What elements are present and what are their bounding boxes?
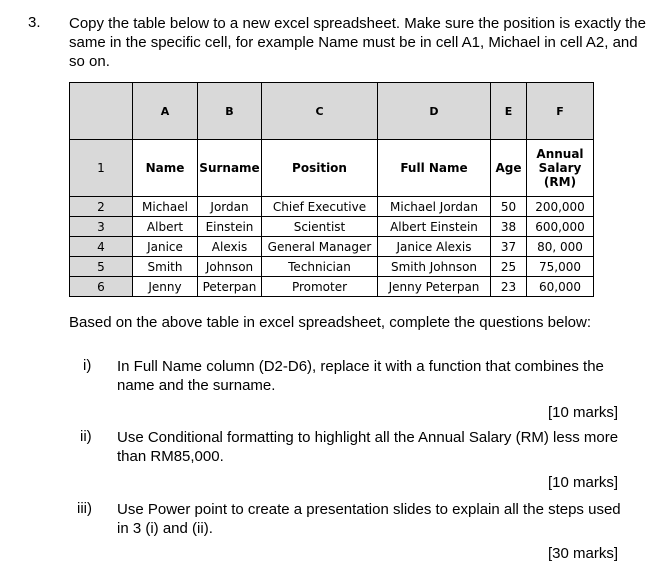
table-row bbox=[70, 277, 594, 297]
instructions-text: Based on the above table in excel spreadsheet, complete the questions below: bbox=[69, 314, 592, 331]
cell-name: Janice bbox=[133, 237, 198, 257]
header-salary: Annual Salary (RM) bbox=[527, 140, 594, 197]
header-age: Age bbox=[491, 140, 527, 197]
cell-age: 50 bbox=[491, 197, 527, 217]
subquestion-text: In Full Name column (D2-D6), replace it with a function that combines the name and the surname. bbox=[117, 358, 604, 394]
cell-name: Smith bbox=[133, 257, 198, 277]
cell-position: Promoter bbox=[262, 277, 378, 297]
header-name: Name bbox=[133, 140, 198, 197]
cell-surname: Einstein bbox=[198, 217, 262, 237]
cell-name: Jenny bbox=[133, 277, 198, 297]
cell-surname: Peterpan bbox=[198, 277, 262, 297]
column-header-d: D bbox=[378, 83, 491, 140]
subquestion-label: iii) bbox=[77, 500, 92, 517]
table-row bbox=[70, 140, 594, 197]
header-full-name: Full Name bbox=[378, 140, 491, 197]
header-position: Position bbox=[262, 140, 378, 197]
cell-name: Michael bbox=[133, 197, 198, 217]
column-header-row bbox=[70, 83, 594, 140]
table-row bbox=[70, 237, 594, 257]
cell-full-name: Smith Johnson bbox=[378, 257, 491, 277]
cell-salary: 75,000 bbox=[527, 257, 594, 277]
column-header-e: E bbox=[491, 83, 527, 140]
cell-age: 25 bbox=[491, 257, 527, 277]
subquestion-marks: [30 marks] bbox=[547, 545, 618, 562]
cell-salary: 80, 000 bbox=[527, 237, 594, 257]
table-row bbox=[70, 217, 594, 237]
column-header-b: B bbox=[198, 83, 262, 140]
cell-full-name: Albert Einstein bbox=[378, 217, 491, 237]
row-number: 5 bbox=[70, 257, 133, 277]
cell-surname: Alexis bbox=[198, 237, 262, 257]
cell-full-name: Janice Alexis bbox=[378, 237, 491, 257]
cell-surname: Johnson bbox=[198, 257, 262, 277]
row-number: 3 bbox=[70, 217, 133, 237]
cell-full-name: Jenny Peterpan bbox=[378, 277, 491, 297]
column-header-a: A bbox=[133, 83, 198, 140]
cell-position: Technician bbox=[262, 257, 378, 277]
column-header-c: C bbox=[262, 83, 378, 140]
spreadsheet-table bbox=[69, 82, 594, 297]
question-number: 3. bbox=[28, 14, 41, 31]
header-surname: Surname bbox=[198, 140, 262, 197]
subquestion-marks: [10 marks] bbox=[547, 474, 618, 491]
subquestion-label: i) bbox=[83, 357, 92, 374]
corner-cell bbox=[70, 83, 133, 140]
question-text: Copy the table below to a new excel spreadsheet. Make sure the position is exactly the same in the specific cell, for example Name must be in cell A1, Michael in cell A2, and so on. bbox=[69, 15, 646, 70]
cell-position: Chief Executive bbox=[262, 197, 378, 217]
subquestion-marks: [10 marks] bbox=[547, 404, 618, 421]
cell-surname: Jordan bbox=[198, 197, 262, 217]
cell-salary: 200,000 bbox=[527, 197, 594, 217]
cell-full-name: Michael Jordan bbox=[378, 197, 491, 217]
cell-age: 38 bbox=[491, 217, 527, 237]
subquestion-text: Use Power point to create a presentation slides to explain all the steps used in 3 (i) and (ii). bbox=[117, 501, 621, 537]
table-row bbox=[70, 197, 594, 217]
cell-salary: 60,000 bbox=[527, 277, 594, 297]
cell-age: 37 bbox=[491, 237, 527, 257]
cell-salary: 600,000 bbox=[527, 217, 594, 237]
row-number: 4 bbox=[70, 237, 133, 257]
subquestion-label: ii) bbox=[80, 428, 92, 445]
row-number: 2 bbox=[70, 197, 133, 217]
column-header-f: F bbox=[527, 83, 594, 140]
subquestion-text: Use Conditional formatting to highlight all the Annual Salary (RM) less more than RM85,000. bbox=[117, 429, 619, 465]
row-number: 1 bbox=[70, 140, 133, 197]
cell-age: 23 bbox=[491, 277, 527, 297]
row-number: 6 bbox=[70, 277, 133, 297]
cell-position: General Manager bbox=[262, 237, 378, 257]
table-row bbox=[70, 257, 594, 277]
cell-position: Scientist bbox=[262, 217, 378, 237]
cell-name: Albert bbox=[133, 217, 198, 237]
